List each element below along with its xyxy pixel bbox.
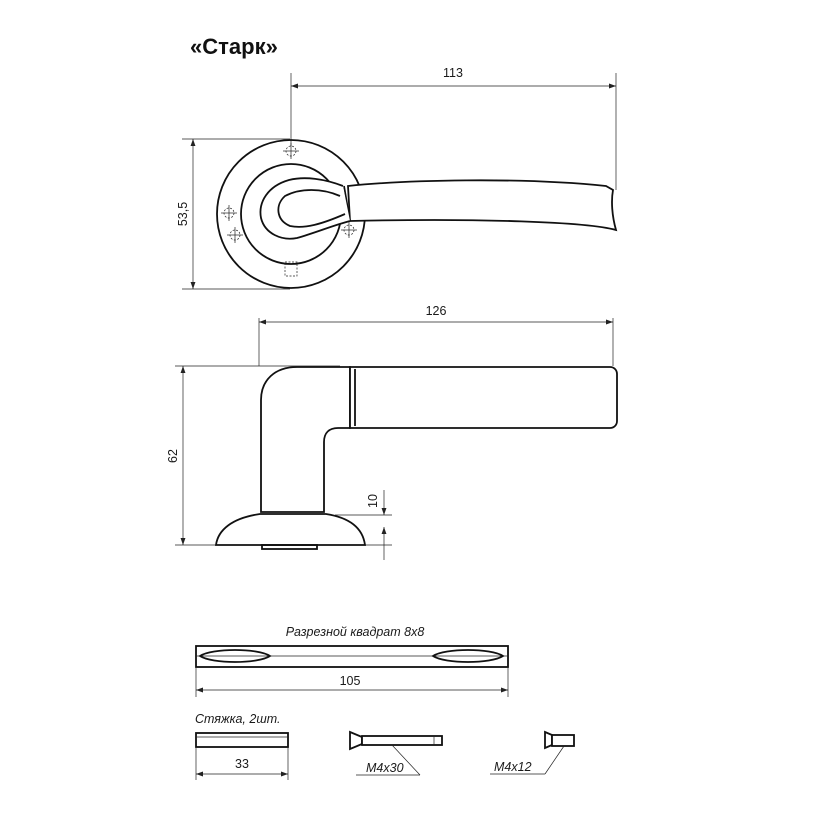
screw-hole-right — [341, 222, 357, 238]
lever-side-body — [261, 367, 350, 512]
rose-base-plate — [262, 545, 317, 549]
lever-top-outline — [348, 180, 616, 230]
dimension-62-label: 62 — [166, 449, 180, 463]
dimension-10-label: 10 — [366, 494, 380, 508]
split-square-spindle — [196, 625, 508, 697]
coupler-part — [195, 712, 288, 780]
screw-m4x12-label: М4х12 — [494, 760, 532, 774]
coupler-label: Стяжка, 2шт. — [195, 712, 281, 726]
screw-m4x12 — [490, 732, 574, 774]
side-view — [166, 304, 617, 560]
dimension-126-label: 126 — [425, 304, 447, 318]
screw-hole-top — [283, 143, 299, 159]
dimension-53-5-label: 53,5 — [176, 201, 190, 227]
square-spindle-label: Разрезной квадрат 8х8 — [285, 625, 425, 639]
rose-side-profile — [216, 514, 365, 545]
dimension-33-label: 33 — [235, 757, 249, 771]
lever-side-handle — [350, 367, 617, 428]
dimension-105-label: 105 — [339, 674, 361, 688]
product-title: «Старк» — [190, 34, 278, 59]
top-view — [176, 66, 616, 289]
coupler-body — [196, 733, 288, 747]
screw-m4x30-label: М4х30 — [366, 761, 404, 775]
dimension-113-label: 113 — [443, 66, 463, 80]
screw-m4x30 — [350, 732, 442, 775]
spindle-body — [196, 646, 508, 667]
screw-hole-left — [221, 205, 237, 221]
screw-hole-bottom-left — [227, 227, 243, 243]
lever-neck-loop — [260, 178, 350, 238]
